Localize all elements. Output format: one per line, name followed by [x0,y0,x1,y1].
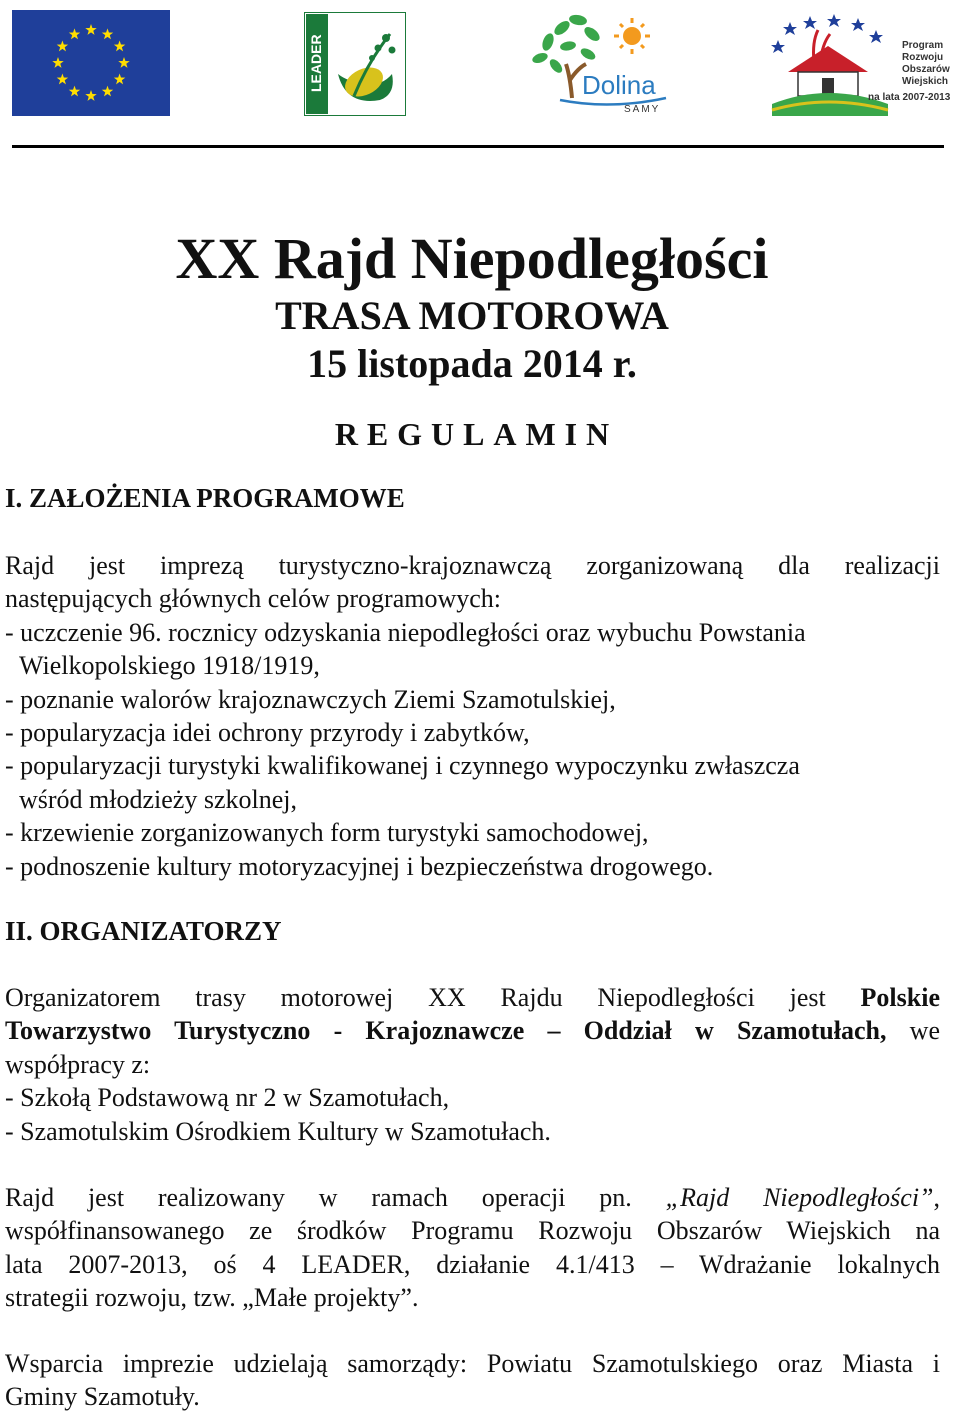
logo-bar [0,0,960,130]
section-1-intro-line1: Rajd jest imprezą turystyczno-krajoznawczą zorganizowaną dla realizacji [5,551,940,580]
section-1-heading: I. ZAŁOŻENIA PROGRAMOWE [5,483,405,513]
funding-text: Rajd jest realizowany w ramach operacji pn. [5,1183,666,1212]
organizer-name-part1: Polskie [860,983,940,1012]
section-2-paragraph-1 [5,981,940,1148]
eu-flag-icon [12,10,170,116]
section-1-intro-line2: następujących głównych celów programowych: [5,584,502,614]
goal-item-continued: wśród młodzieży szkolnej, [19,784,297,814]
goal-item: - popularyzacja idei ochrony przyrody i zabytków, [5,718,530,748]
prow-logo-text-line2: Rozwoju [902,52,944,63]
prow-logo-text-line4: Wiejskich [902,76,949,87]
goal-item: - podnoszenie kultury motoryzacyjnej i bezpieczeństwa drogowego. [5,851,714,881]
prow-logo-text-line1: Program [902,40,944,51]
goal-item: - poznanie walorów krajoznawczych Ziemi Szamotulskiej, [5,684,616,714]
organizer-text-cont: we [886,1016,940,1046]
eu-flag-logo [12,10,170,116]
funding-text-comma: , [933,1183,940,1212]
organizer-line1 [5,981,940,1014]
page-subtitle: TRASA MOTOROWA [275,293,669,338]
support-line2: Gminy Szamotuły. [5,1382,200,1412]
event-date: 15 listopada 2014 r. [307,341,637,386]
leader-leaf-icon [304,12,406,116]
goal-item: - popularyzacji turystyki kwalifikowanej i czynnego wypoczynku zwłaszcza [5,751,800,781]
page-title: XX Rajd Niepodległości [175,226,769,291]
partner-item: - Szkołą Podstawową nr 2 w Szamotułach, [5,1083,450,1113]
section-2-heading: II. ORGANIZATORZY [5,916,282,946]
operation-name: „Rajd Niepodległości” [665,1183,934,1212]
section-1-body [5,549,940,883]
funding-line3: lata 2007-2013, oś 4 LEADER, działanie 4.1/413 – Wdrażanie lokalnych [5,1249,940,1279]
header-divider [12,145,944,148]
dolina-tree-icon [520,6,672,116]
leader-logo-text: LEADER [308,34,324,92]
section-2-paragraph-3 [5,1347,940,1414]
goal-item: - krzewienie zorganizowanych form turystyki samochodowej, [5,818,649,848]
prow-logo-subtext: na lata 2007-2013 [868,92,951,103]
organizer-line2 [5,1014,940,1047]
goal-item-continued: Wielkopolskiego 1918/1919, [19,651,320,681]
prow-logo-text-line3: Obszarów [902,64,950,75]
organizer-name-part2: Towarzystwo Turystyczno - Krajoznawcze – Oddział w Szamotułach, [5,1016,887,1046]
goal-item: - uczczenie 96. rocznicy odzyskania niepodległości oraz wybuchu Powstania [5,617,806,647]
partner-item: - Szamotulskim Ośrodkiem Kultury w Szamotułach. [5,1116,551,1146]
prow-village-icon [768,12,954,116]
dolina-logo-text: Dolina [582,70,656,100]
funding-line1 [5,1181,940,1214]
funding-line2: współfinansowanego ze środków Programu Rozwoju Obszarów Wiejskich na [5,1216,940,1246]
funding-line4: strategii rozwoju, tzw. „Małe projekty”. [5,1283,419,1313]
prow-logo [768,12,954,116]
organizer-text: Organizatorem trasy motorowej XX Rajdu Niepodległości jest [5,983,861,1012]
support-line1: Wsparcia imprezie udzielają samorządy: Powiatu Szamotulskiego oraz Miasta i [5,1349,940,1378]
organizer-line3: współpracy z: [5,1049,151,1079]
regulamin-heading: REGULAMIN [334,416,619,452]
section-2-paragraph-2 [5,1181,940,1315]
dolina-logo-subtext: SAMY [624,104,661,115]
leader-logo [304,12,406,116]
dolina-samy-logo [520,6,672,116]
